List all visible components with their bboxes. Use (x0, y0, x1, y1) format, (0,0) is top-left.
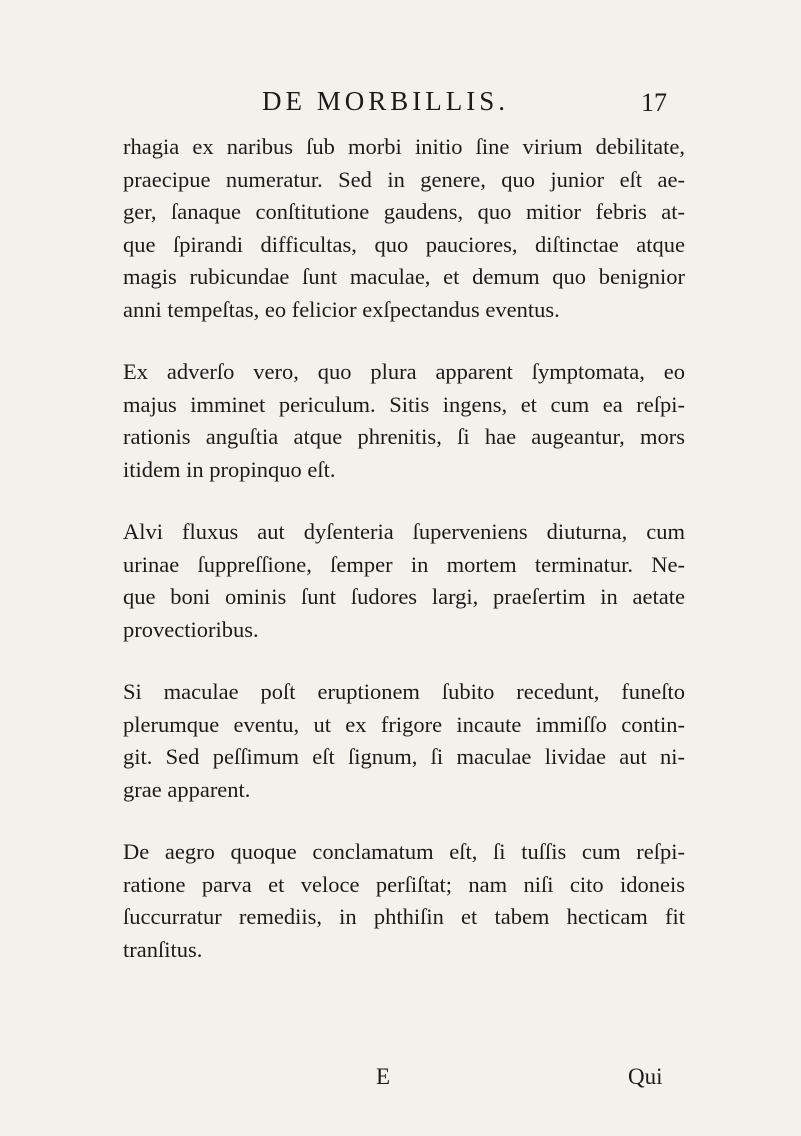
text-line: itidem in propinquo eſt. (123, 456, 336, 482)
text-line: tranſitus. (123, 936, 203, 962)
text-line: ratione parva et veloce perſiſtat; nam niſi cito idoneis (123, 871, 685, 897)
catchword: Qui (628, 1064, 663, 1089)
page-footer (0, 1064, 801, 1100)
text-line: git. Sed peſſimum eſt ſignum, ſi maculae lividae aut ni- (123, 744, 685, 769)
text-line: ger, ſanaque conſtitutione gaudens, quo mitior febris at- (123, 199, 685, 224)
body-text (123, 131, 685, 996)
text-line: que boni ominis ſunt ſudores largi, praeſertim in aetate (123, 584, 685, 609)
text-line: Ex adverſo vero, quo plura apparent ſymptomata, eo (123, 359, 685, 384)
running-title: DE MORBILLIS. (262, 86, 509, 116)
text-line: provectioribus. (123, 616, 259, 642)
text-line: anni tempeſtas, eo felicior exſpectandus eventus. (123, 296, 560, 322)
text-line: plerumque eventu, ut ex frigore incaute immiſſo contin- (123, 711, 685, 737)
text-line: grae apparent. (123, 776, 251, 802)
text-line: que ſpirandi difficultas, quo pauciores, diſtinctae atque (123, 231, 685, 257)
text-line: ſuccurratur remediis, in phthiſin et tabem hecticam fit (123, 904, 685, 929)
text-line: rhagia ex naribus ſub morbi initio ſine virium debilitate, (123, 134, 685, 159)
text-line: De aegro quoque conclamatum eſt, ſi tuſſis cum reſpi- (123, 839, 685, 864)
paragraph (123, 836, 685, 966)
text-line: rationis anguſtia atque phrenitis, ſi hae augeantur, mors (123, 424, 685, 449)
running-head (0, 86, 801, 120)
text-line: Alvi fluxus aut dyſenteria ſuperveniens diuturna, cum (123, 519, 685, 544)
text-line: urinae ſuppreſſione, ſemper in mortem terminatur. Ne- (123, 551, 685, 577)
paragraph (123, 131, 685, 326)
paragraph (123, 516, 685, 646)
signature-mark: E (376, 1064, 391, 1089)
text-line: majus imminet periculum. Sitis ingens, et cum ea reſpi- (123, 391, 685, 417)
text-line: magis rubicundae ſunt maculae, et demum quo benignior (123, 264, 685, 289)
page-number: 17 (641, 88, 667, 117)
text-line: praecipue numeratur. Sed in genere, quo junior eſt ae- (123, 166, 685, 192)
paragraph (123, 676, 685, 806)
text-line: Si maculae poſt eruptionem ſubito recedunt, funeſto (123, 679, 685, 704)
paragraph (123, 356, 685, 486)
